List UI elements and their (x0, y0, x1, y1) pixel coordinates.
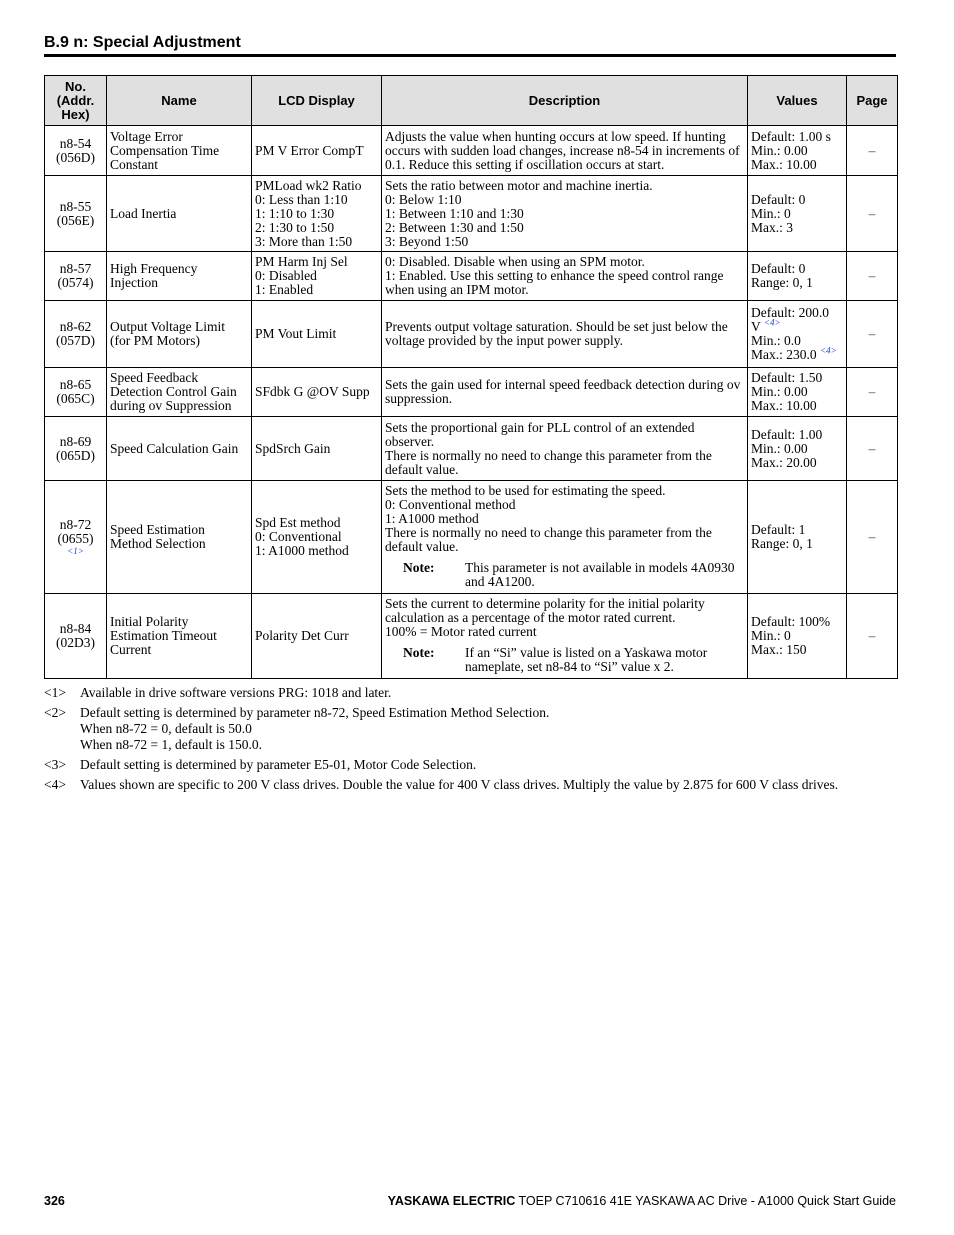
footnote-line: Default setting is determined by parameter n8-72, Speed Estimation Method Selection. (80, 705, 550, 720)
param-address: (0574) (57, 275, 94, 290)
page-ref: – (847, 252, 898, 301)
section-title: B.9 n: Special Adjustment (44, 34, 241, 51)
footnote (44, 757, 904, 773)
note-label: Note: (403, 559, 435, 575)
description-line: Sets the method to be used for estimating the speed. (385, 482, 666, 498)
footnote-mark: <1> (44, 685, 66, 700)
value-line: Min.: 0 (751, 628, 791, 643)
description-cell (382, 368, 748, 417)
page-footer (44, 1194, 896, 1208)
description-line: 1: Between 1:10 and 1:30 (385, 205, 524, 221)
header-description: Description (382, 76, 748, 126)
description-line: 0: Disabled. Disable when using an SPM motor. (385, 254, 645, 269)
description-line: There is normally no need to change this parameter from the default value. (385, 524, 716, 554)
value-line: Range: 0, 1 (751, 536, 813, 551)
footer-brand: YASKAWA ELECTRIC (387, 1194, 516, 1208)
footnote-ref: <4> (820, 345, 837, 356)
value-line: Min.: 0.00 (751, 440, 808, 456)
param-address: (0655) (57, 531, 94, 546)
value-line: Default: 200.0 (751, 305, 829, 320)
description-line: Prevents output voltage saturation. Should be set just below the voltage provided by the input power supply. (385, 319, 732, 348)
header-no: No. (Addr. Hex) (45, 76, 107, 126)
param-name: Speed Estimation Method Selection (107, 481, 252, 594)
lcd-display-cell (252, 417, 382, 481)
param-number: n8-84 (59, 621, 92, 636)
value-unit: V (751, 319, 761, 334)
lcd-line: SpdSrch Gain (255, 440, 331, 456)
lcd-line: SFdbk G @OV Supp (255, 384, 370, 399)
footnote (44, 705, 904, 753)
header-values: Values (748, 76, 847, 126)
description-cell (382, 301, 748, 368)
value-line: Max.: 3 (751, 219, 793, 235)
lcd-line: 1: 1:10 to 1:30 (255, 205, 335, 221)
param-number-cell (45, 252, 107, 301)
header-name: Name (107, 76, 252, 126)
param-number: n8-72 (59, 517, 92, 532)
param-address: (02D3) (56, 635, 95, 650)
footnote-body (80, 685, 904, 701)
param-name: Initial Polarity Estimation Timeout Current (107, 594, 252, 679)
values-cell (748, 176, 847, 252)
page-ref: – (847, 481, 898, 594)
lcd-line: PM V Error CompT (255, 142, 364, 158)
footer-text (388, 1194, 896, 1208)
value-line: Min.: 0.00 (751, 384, 808, 399)
page-ref: – (847, 417, 898, 481)
param-address: (065D) (56, 447, 95, 463)
value-line: Range: 0, 1 (751, 275, 813, 290)
param-number-cell (45, 126, 107, 176)
footnote-line: Values shown are specific to 200 V class drives. Double the value for 400 V class drives. Multiply the value by 2.875 for 600 V class drives. (80, 777, 839, 792)
footnote-ref: <4> (763, 317, 781, 328)
note-text: If an “Si” value is listed on a Yaskawa motor nameplate, set n8-84 to “Si” value x 2. (465, 644, 708, 674)
parameter-table (44, 75, 898, 679)
param-number-cell (45, 301, 107, 368)
table-header-row (45, 76, 898, 126)
lcd-line: PM Vout Limit (255, 326, 337, 341)
description-line: 1: Enabled. Use this setting to enhance the speed control range when using an IPM motor. (385, 268, 727, 297)
page-ref: – (847, 176, 898, 252)
description-cell (382, 252, 748, 301)
description-cell (382, 417, 748, 481)
footnote-line: When n8-72 = 1, default is 150.0. (80, 737, 262, 752)
footnote-body (80, 757, 904, 773)
value-line: Default: 100% (751, 614, 831, 629)
description-cell (382, 126, 748, 176)
lcd-line: 1: A1000 method (255, 543, 349, 558)
description-line: Sets the current to determine polarity for the initial polarity calculation as a percentage of the motor rated current. (385, 595, 709, 625)
param-number: n8-55 (59, 198, 92, 214)
param-number-cell (45, 176, 107, 252)
param-name: Output Voltage Limit (for PM Motors) (107, 301, 252, 368)
footnote-line: Available in drive software versions PRG: 1018 and later. (80, 685, 392, 700)
table-row (45, 301, 898, 368)
value-line: Min.: 0.00 (751, 142, 808, 158)
footnote-line: Default setting is determined by parameter E5-01, Motor Code Selection. (80, 757, 477, 772)
description-line: Sets the gain used for internal speed feedback detection during ov suppression. (385, 377, 744, 406)
description-line: 2: Between 1:30 and 1:50 (385, 219, 524, 235)
value-line: Default: 1.00 (751, 426, 823, 442)
description-line: 3: Beyond 1:50 (385, 233, 469, 249)
table-row (45, 368, 898, 417)
description-line: 0: Below 1:10 (385, 191, 462, 207)
lcd-line: 2: 1:30 to 1:50 (255, 219, 335, 235)
description-line: Sets the ratio between motor and machine inertia. (385, 177, 653, 193)
param-address: (056D) (56, 149, 95, 165)
param-number-cell (45, 481, 107, 594)
values-cell (748, 301, 847, 368)
table-row (45, 594, 898, 679)
value-line (751, 317, 843, 334)
param-number-cell (45, 594, 107, 679)
lcd-line: 1: Enabled (255, 282, 314, 297)
lcd-line: 0: Disabled (255, 268, 317, 283)
values-cell (748, 126, 847, 176)
value-line: Max.: 150 (751, 642, 807, 657)
lcd-line: 0: Conventional (255, 529, 342, 544)
note-label: Note: (403, 644, 435, 660)
lcd-line: 3: More than 1:50 (255, 233, 353, 249)
param-number: n8-54 (59, 135, 92, 151)
lcd-line: PM Harm Inj Sel (255, 254, 348, 269)
table-row (45, 126, 898, 176)
value-line: Default: 1.00 s (751, 128, 831, 144)
page-ref: – (847, 594, 898, 679)
param-number: n8-57 (59, 261, 92, 276)
value-line: Max.: 10.00 (751, 398, 817, 413)
value-line: Max.: 20.00 (751, 454, 817, 470)
description-line: Sets the proportional gain for PLL control of an extended observer. (385, 419, 698, 449)
description-line: There is normally no need to change this parameter from the default value. (385, 447, 716, 477)
value-line: Default: 0 (751, 261, 806, 276)
footnote-body (80, 777, 904, 793)
lcd-line: PMLoad wk2 Ratio (255, 177, 362, 193)
note-text: This parameter is not available in models 4A0930 and 4A1200. (465, 559, 735, 589)
param-number-cell (45, 368, 107, 417)
description-cell (382, 594, 748, 679)
page-ref: – (847, 368, 898, 417)
value-line: Max.: 10.00 (751, 156, 817, 172)
table-row (45, 417, 898, 481)
lcd-line: 0: Less than 1:10 (255, 191, 348, 207)
footnote-ref: <1> (67, 546, 84, 556)
param-address: (065C) (56, 391, 95, 406)
table-row (45, 176, 898, 252)
value-line: Default: 1 (751, 522, 806, 537)
page-number: 326 (44, 1194, 65, 1208)
values-cell (748, 594, 847, 679)
value-line: Min.: 0.0 (751, 333, 801, 348)
value-max: Max.: 230.0 (751, 347, 817, 362)
table-row (45, 481, 898, 594)
param-name: High Frequency Injection (107, 252, 252, 301)
description-line: 1: A1000 method (385, 510, 479, 526)
header-page: Page (847, 76, 898, 126)
param-number-cell (45, 417, 107, 481)
lcd-display-cell (252, 252, 382, 301)
param-name: Load Inertia (107, 176, 252, 252)
value-line: Min.: 0 (751, 205, 791, 221)
description-cell (382, 176, 748, 252)
table-row (45, 252, 898, 301)
param-number: n8-69 (59, 433, 92, 449)
footnote-mark: <4> (44, 777, 66, 792)
lcd-display-cell (252, 481, 382, 594)
lcd-display-cell (252, 301, 382, 368)
footnote-mark: <2> (44, 705, 66, 720)
values-cell (748, 368, 847, 417)
description-line: 100% = Motor rated current (385, 623, 537, 639)
param-name: Speed Feedback Detection Control Gain during ov Suppression (107, 368, 252, 417)
title-rule (44, 54, 896, 57)
values-cell (748, 252, 847, 301)
value-line (751, 345, 843, 362)
lcd-display-cell (252, 176, 382, 252)
note (385, 646, 744, 674)
param-address: (056E) (56, 212, 95, 228)
value-line: Default: 1.50 (751, 370, 823, 385)
footnote-mark: <3> (44, 757, 66, 772)
footnote-line: When n8-72 = 0, default is 50.0 (80, 721, 252, 736)
values-cell (748, 481, 847, 594)
param-number: n8-65 (59, 377, 92, 392)
page-ref: – (847, 126, 898, 176)
note (385, 561, 744, 589)
value-line: Default: 0 (751, 191, 806, 207)
description-line: Adjusts the value when hunting occurs at low speed. If hunting occurs with sudden load changes, increase n8-54 in increments of 0.1. Reduce this setting if oscillation occurs at start. (385, 128, 744, 172)
footer-doc-title: TOEP C710616 41E YASKAWA AC Drive - A1000 Quick Start Guide (515, 1194, 896, 1208)
lcd-display-cell (252, 594, 382, 679)
footnotes (44, 685, 904, 797)
lcd-line: Spd Est method (255, 515, 341, 530)
param-name: Voltage Error Compensation Time Constant (107, 126, 252, 176)
param-name: Speed Calculation Gain (107, 417, 252, 481)
footnote (44, 685, 904, 701)
page-ref: – (847, 301, 898, 368)
lcd-line: Polarity Det Curr (255, 628, 349, 643)
values-cell (748, 417, 847, 481)
param-number: n8-62 (59, 319, 92, 334)
footnote-body (80, 705, 904, 753)
description-line: 0: Conventional method (385, 496, 516, 512)
lcd-display-cell (252, 368, 382, 417)
description-cell (382, 481, 748, 594)
footnote (44, 777, 904, 793)
param-address: (057D) (56, 333, 95, 348)
lcd-display-cell (252, 126, 382, 176)
header-lcd: LCD Display (252, 76, 382, 126)
